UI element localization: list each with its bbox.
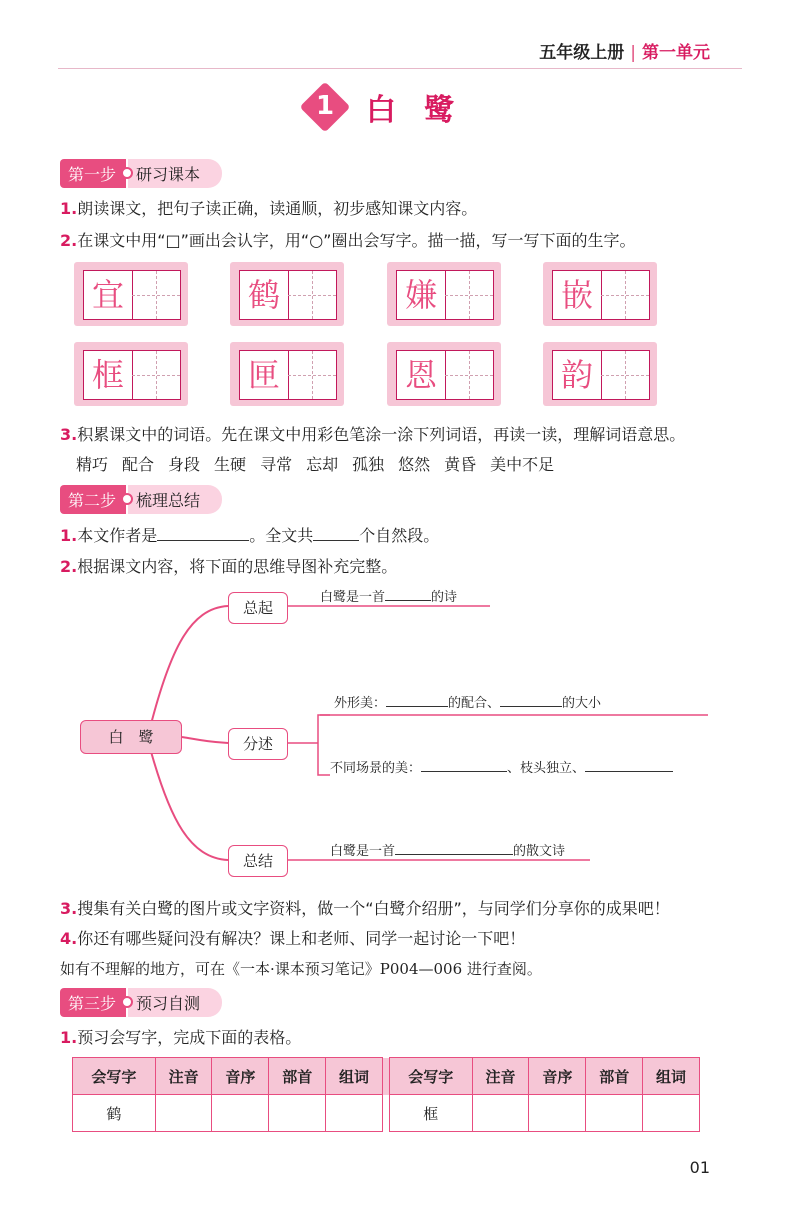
step-1-header (60, 160, 222, 186)
running-header (539, 38, 710, 63)
reference-note: 如有不理解的地方，可在《一本·课本预习笔记》P004—006 进行查阅。 (60, 960, 542, 978)
s2-item-4 (60, 928, 525, 950)
mindmap-node-details: 分述 (228, 728, 288, 760)
vocab-word: 悠然 (398, 455, 431, 474)
paragraph-count-blank[interactable] (313, 524, 359, 541)
table-input-cell[interactable] (472, 1095, 529, 1132)
trace-char: 框 (91, 356, 124, 394)
author-blank[interactable] (157, 524, 249, 541)
item-text: 个自然段。 (359, 526, 440, 545)
header-rule (58, 68, 742, 69)
table-header-row (73, 1058, 700, 1095)
vocab-word: 精巧 (76, 455, 109, 474)
table-header: 音序 (212, 1058, 269, 1095)
mindmap-intro-text (320, 586, 457, 605)
step-dot-icon (121, 493, 133, 505)
item-text: 本文作者是 (77, 526, 158, 545)
s1-item-2 (60, 230, 635, 252)
step-badge: 第三步 (60, 988, 126, 1017)
mindmap-conclusion-text (330, 840, 565, 859)
appearance-blank-1[interactable] (386, 693, 448, 707)
step-3-header (60, 989, 222, 1015)
trace-char: 嫌 (404, 276, 437, 314)
table-input-cell[interactable] (212, 1095, 269, 1132)
vocab-word: 黄昏 (444, 455, 477, 474)
table-header: 组词 (326, 1058, 383, 1095)
lesson-title: 白鹭 (366, 93, 482, 128)
step-2-header (60, 486, 222, 512)
vocab-word: 孤独 (352, 455, 385, 474)
item-text: 你还有哪些疑问没有解决？课上和老师、同学一起讨论一下吧！ (77, 929, 526, 948)
table-input-cell[interactable] (586, 1095, 643, 1132)
table-input-cell[interactable] (326, 1095, 383, 1132)
mindmap-node-conclusion: 总结 (228, 845, 288, 877)
vocab-word: 寻常 (260, 455, 293, 474)
s2-item-2 (60, 556, 397, 578)
vocab-word: 生硬 (214, 455, 247, 474)
char-grid[interactable] (230, 342, 344, 406)
table-char-cell: 鹤 (73, 1095, 156, 1132)
table-header: 组词 (643, 1058, 700, 1095)
table-header: 部首 (269, 1058, 326, 1095)
trace-char: 宜 (91, 276, 124, 314)
item-number: 4. (60, 929, 78, 948)
mm-text: 、枝头独立、 (507, 761, 586, 776)
s1-item-1 (60, 198, 477, 220)
mm-text: 外形美： (334, 696, 387, 711)
char-grid[interactable] (74, 342, 188, 406)
vocab-word: 美中不足 (490, 455, 555, 474)
item-text: 根据课文内容，将下面的思维导图补充完整。 (77, 557, 398, 576)
header-separator: | (630, 43, 636, 63)
mindmap-appearance-text (334, 692, 601, 711)
s3-item-1 (60, 1027, 301, 1049)
unit-label: 第一单元 (642, 43, 710, 63)
step-label: 梳理总结 (128, 485, 222, 514)
scene-blank-2[interactable] (585, 758, 673, 772)
mm-text: 不同场景的美： (330, 761, 422, 776)
char-grid[interactable] (543, 262, 657, 326)
table-input-cell[interactable] (643, 1095, 700, 1132)
s2-item-3 (60, 898, 670, 920)
item-text: 在课文中用“□”画出会认字，用“○”圈出会写字。描一描，写一写下面的生字。 (77, 231, 636, 250)
char-grid[interactable] (74, 262, 188, 326)
lesson-title-block (300, 82, 482, 132)
table-input-cell[interactable] (529, 1095, 586, 1132)
table-header: 会写字 (73, 1058, 156, 1095)
table-header: 注音 (155, 1058, 212, 1095)
step-label: 研习课本 (128, 159, 222, 188)
scene-blank-1[interactable] (421, 758, 507, 772)
s2-item-1 (60, 524, 439, 547)
item-number: 1. (60, 1028, 78, 1047)
lesson-number: 1 (315, 91, 335, 121)
char-grid[interactable] (387, 342, 501, 406)
mindmap-scenes-text (330, 757, 673, 776)
page-number: 01 (689, 1158, 710, 1177)
mm-text: 的大小 (562, 696, 602, 711)
step-badge: 第一步 (60, 159, 126, 188)
mindmap-center-node: 白 鹭 (80, 720, 182, 754)
table-row (73, 1095, 700, 1132)
item-text: 预习会写字，完成下面的表格。 (77, 1028, 302, 1047)
writing-practice-table (72, 1057, 700, 1132)
table-char-cell: 框 (389, 1095, 472, 1132)
trace-char: 恩 (404, 356, 437, 394)
char-grid[interactable] (387, 262, 501, 326)
appearance-blank-2[interactable] (500, 693, 562, 707)
item-number: 2. (60, 557, 78, 576)
mindmap-node-intro: 总起 (228, 592, 288, 624)
item-text: 朗读课文，把句子读正确，读通顺，初步感知课文内容。 (77, 199, 478, 218)
intro-blank[interactable] (385, 587, 431, 601)
table-header: 部首 (586, 1058, 643, 1095)
item-number: 3. (60, 425, 78, 444)
item-number: 3. (60, 899, 78, 918)
vocab-list (76, 454, 568, 476)
trace-char: 鹤 (247, 276, 280, 314)
item-text: 搜集有关白鹭的图片或文字资料，做一个“白鹭介绍册”，与同学们分享你的成果吧！ (77, 899, 670, 918)
mm-text: 白鹭是一首 (330, 844, 396, 859)
item-number: 1. (60, 526, 78, 545)
item-number: 1. (60, 199, 78, 218)
vocab-word: 身段 (168, 455, 201, 474)
trace-char: 匣 (247, 356, 280, 394)
table-header: 会写字 (389, 1058, 472, 1095)
step-dot-icon (121, 167, 133, 179)
step-dot-icon (121, 996, 133, 1008)
s1-item-3 (60, 424, 685, 446)
mm-text: 的散文诗 (513, 844, 566, 859)
grade-label: 五年级上册 (539, 43, 625, 63)
table-gap (382, 1095, 389, 1132)
mm-text: 的配合、 (448, 696, 501, 711)
table-header: 注音 (472, 1058, 529, 1095)
step-label: 预习自测 (128, 988, 222, 1017)
table-gap (382, 1058, 389, 1095)
trace-char: 韵 (560, 356, 593, 394)
vocab-word: 配合 (122, 455, 155, 474)
mm-text: 的诗 (431, 590, 458, 605)
step-badge: 第二步 (60, 485, 126, 514)
table-input-cell[interactable] (155, 1095, 212, 1132)
mm-text: 白鹭是一首 (320, 590, 386, 605)
item-text: 积累课文中的词语。先在课文中用彩色笔涂一涂下列词语，再读一读，理解词语意思。 (77, 425, 686, 444)
table-header: 音序 (529, 1058, 586, 1095)
item-number: 2. (60, 231, 78, 250)
conclusion-blank[interactable] (395, 841, 513, 855)
char-grid[interactable] (230, 262, 344, 326)
lesson-number-diamond-icon (300, 82, 350, 132)
item-text: 。全文共 (249, 526, 314, 545)
char-grid[interactable] (543, 342, 657, 406)
table-input-cell[interactable] (269, 1095, 326, 1132)
vocab-word: 忘却 (306, 455, 339, 474)
trace-char: 嵌 (560, 276, 593, 314)
